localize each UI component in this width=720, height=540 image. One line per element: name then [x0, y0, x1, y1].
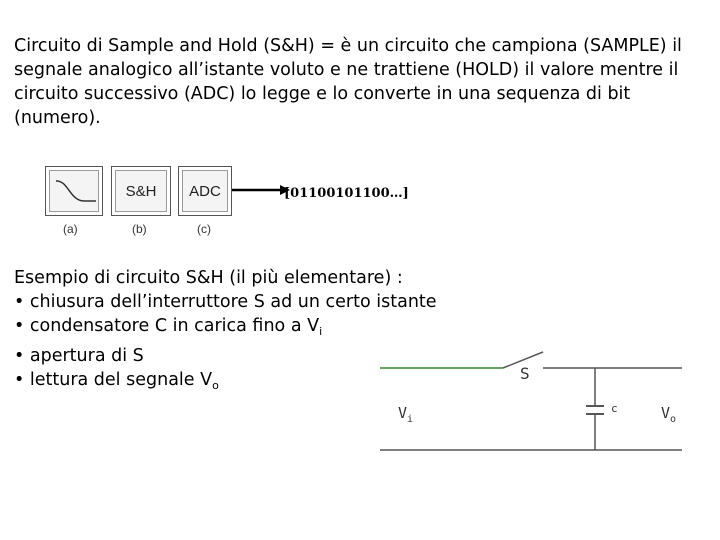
adc-block: [178, 166, 232, 216]
output-arrow-icon: [232, 182, 292, 198]
block-tag-a: (a): [63, 222, 78, 236]
switch-label: S: [520, 364, 530, 383]
bullet-read-output: • lettura del segnale $V_o$: [14, 370, 219, 392]
sample-hold-circuit: [380, 340, 720, 470]
sample-hold-block: [111, 166, 171, 216]
bullet-open-switch: • apertura di S: [14, 346, 144, 366]
bullet-charge-capacitor: • condensatore C in carica fino a $V_i$: [14, 316, 323, 338]
input-voltage-label: $V_i$: [398, 404, 414, 425]
block-tag-c: (c): [197, 222, 211, 236]
capacitor-label: c: [611, 402, 618, 415]
adc-label: ADC: [189, 182, 221, 200]
intro-paragraph: Circuito di Sample and Hold (S&H) = è un circuito che campiona (SAMPLE) il segnale analogico all’istante voluto e ne trattiene (HOLD) il valore mentre il circuito successivo (ADC) lo legge e lo converte in una sequenza di bit (numero).: [14, 36, 682, 128]
sample-hold-label: S&H: [125, 182, 157, 200]
bullet-close-switch: • chiusura dell’interruttore S ad un certo istante: [14, 292, 437, 312]
example-heading: Esempio di circuito S&H (il più elementare) :: [14, 268, 403, 288]
block-diagram: [0, 0, 720, 260]
output-voltage-label: $V_o$: [661, 404, 677, 425]
output-bit-sequence: [01100101100…]: [284, 186, 409, 201]
block-tag-b: (b): [132, 222, 147, 236]
analog-signal-block: [45, 166, 103, 216]
analog-waveform-icon: [46, 167, 104, 217]
